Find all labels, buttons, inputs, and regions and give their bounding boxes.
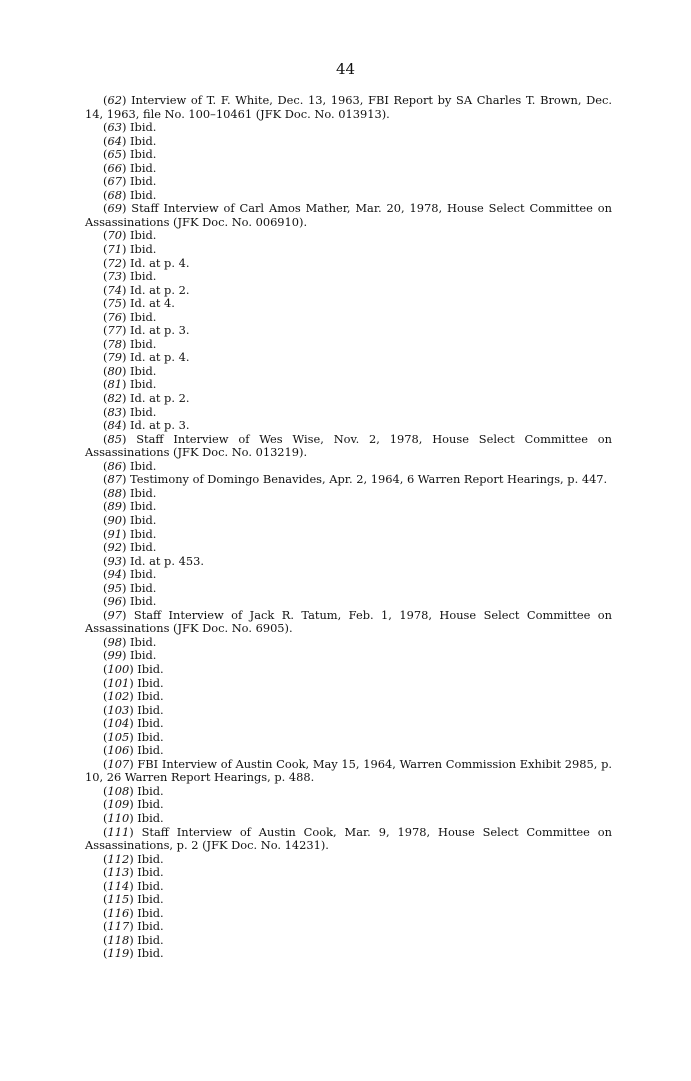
- footnote-paren: ): [121, 580, 131, 595]
- footnote-number: 109: [107, 797, 130, 812]
- footnote-paren: (: [103, 607, 108, 622]
- footnote-list: [85, 94, 612, 961]
- footnote-paren: (: [103, 296, 108, 311]
- footnote-entry: [85, 270, 612, 284]
- footnote-text: Ibid.: [137, 865, 164, 880]
- footnote-paren: ): [121, 512, 131, 527]
- footnote-paren: ): [121, 296, 131, 311]
- footnote-text: Ibid.: [137, 716, 164, 731]
- footnote-text: Ibid.: [130, 147, 157, 162]
- footnote-paren: (: [103, 228, 108, 243]
- footnote-entry: [85, 406, 612, 420]
- footnote-paren: (: [103, 336, 108, 351]
- footnote-entry: [85, 690, 612, 704]
- footnote-number: 83: [107, 404, 122, 419]
- footnote-text: Ibid.: [137, 729, 164, 744]
- footnote-text: Ibid.: [130, 634, 157, 649]
- footnote-text: Ibid.: [130, 228, 157, 243]
- footnote-paren: (: [103, 743, 108, 758]
- footnote-paren: (: [103, 242, 108, 257]
- footnote-entry: [85, 500, 612, 514]
- footnote-number: 102: [107, 689, 130, 704]
- footnote-paren: ): [121, 201, 132, 216]
- footnote-text: Ibid.: [137, 675, 164, 690]
- footnote-paren: (: [103, 797, 108, 812]
- footnote-paren: (: [103, 472, 108, 487]
- footnote-paren: (: [103, 377, 108, 392]
- footnote-text: Staff Interview of Austin Cook, Mar. 9, 1978, House Select Committee on Assassinations, p. 2 (JFK Doc. No. 14231).: [85, 824, 612, 853]
- footnote-paren: (: [103, 540, 108, 555]
- footnote-entry: [85, 636, 612, 650]
- footnote-paren: (: [103, 133, 108, 148]
- footnote-entry: [85, 826, 612, 853]
- footnote-text: Ibid.: [137, 783, 164, 798]
- footnote-entry: [85, 582, 612, 596]
- footnote-paren: ): [121, 431, 137, 446]
- footnote-entry: [85, 202, 612, 229]
- footnote-entry: [85, 812, 612, 826]
- footnote-number: 116: [107, 905, 130, 920]
- footnote-number: 103: [107, 702, 130, 717]
- footnote-paren: (: [103, 580, 108, 595]
- footnote-entry: [85, 460, 612, 474]
- footnote-text: Ibid.: [130, 580, 157, 595]
- footnote-paren: (: [103, 729, 108, 744]
- footnote-paren: ): [121, 228, 131, 243]
- footnote-number: 88: [107, 485, 122, 500]
- footnote-entry: [85, 934, 612, 948]
- footnote-entry: [85, 229, 612, 243]
- footnote-paren: (: [103, 661, 108, 676]
- footnote-number: 97: [107, 607, 122, 622]
- footnote-entry: [85, 148, 612, 162]
- footnote-entry: [85, 893, 612, 907]
- footnote-paren: (: [103, 160, 108, 175]
- footnote-text: FBI Interview of Austin Cook, May 15, 1964, Warren Commission Exhibit 2985, p. 10, 26 Warren Report Hearings, p. 488.: [85, 756, 612, 785]
- footnote-text: Ibid.: [130, 269, 157, 284]
- footnote-text: Ibid.: [130, 377, 157, 392]
- footnote-entry: [85, 311, 612, 325]
- footnote-number: 95: [107, 580, 122, 595]
- footnote-paren: (: [103, 147, 108, 162]
- footnote-paren: ): [121, 120, 131, 135]
- footnote-text: Ibid.: [130, 540, 157, 555]
- footnote-entry: [85, 433, 612, 460]
- footnote-paren: (: [103, 93, 108, 107]
- footnote-paren: ): [121, 336, 131, 351]
- footnote-number: 85: [107, 431, 122, 446]
- footnote-text: Ibid.: [130, 458, 157, 473]
- footnote-paren: ): [129, 824, 142, 839]
- footnote-number: 74: [107, 282, 122, 297]
- footnote-paren: ): [129, 810, 138, 825]
- footnote-number: 117: [107, 919, 130, 934]
- footnote-paren: ): [129, 756, 138, 771]
- footnote-entry: [85, 338, 612, 352]
- footnote-paren: ): [129, 783, 138, 798]
- footnote-text: Ibid.: [137, 661, 164, 676]
- footnote-entry: [85, 378, 612, 392]
- footnote-paren: (: [103, 485, 108, 500]
- footnote-text: Ibid.: [130, 174, 157, 189]
- footnote-text: Ibid.: [137, 689, 164, 704]
- footnote-entry: [85, 257, 612, 271]
- footnote-paren: (: [103, 648, 108, 663]
- footnote-paren: ): [121, 634, 131, 649]
- footnote-number: 98: [107, 634, 122, 649]
- footnote-entry: [85, 528, 612, 542]
- footnote-paren: (: [103, 391, 108, 406]
- footnote-entry: [85, 649, 612, 663]
- footnote-number: 119: [107, 946, 130, 961]
- footnote-paren: ): [121, 93, 132, 107]
- footnote-number: 87: [107, 472, 122, 487]
- footnote-text: Staff Interview of Wes Wise, Nov. 2, 1978, House Select Committee on Assassinations (JFK Doc. No. 013219).: [85, 431, 612, 460]
- footnote-paren: ): [129, 797, 138, 812]
- footnote-paren: ): [121, 472, 131, 487]
- footnote-entry: [85, 731, 612, 745]
- footnote-entry: [85, 162, 612, 176]
- footnote-paren: ): [121, 350, 131, 365]
- footnote-number: 114: [107, 878, 130, 893]
- footnote-text: Id. at p. 4.: [130, 255, 190, 270]
- footnote-text: Ibid.: [130, 567, 157, 582]
- footnote-paren: (: [103, 567, 108, 582]
- footnote-entry: [85, 351, 612, 365]
- footnote-number: 113: [107, 865, 130, 880]
- footnote-text: Ibid.: [137, 851, 164, 866]
- footnote-paren: ): [129, 675, 138, 690]
- footnote-entry: [85, 609, 612, 636]
- footnote-paren: ): [121, 242, 131, 257]
- footnote-number: 75: [107, 296, 122, 311]
- footnote-entry: [85, 473, 612, 487]
- footnote-paren: (: [103, 905, 108, 920]
- footnote-entry: [85, 189, 612, 203]
- footnote-text: Id. at p. 2.: [130, 391, 190, 406]
- footnote-paren: (: [103, 323, 108, 338]
- footnote-paren: ): [121, 363, 131, 378]
- footnote-paren: ): [121, 323, 131, 338]
- footnote-text: Ibid.: [130, 499, 157, 514]
- footnote-text: Ibid.: [137, 919, 164, 934]
- footnote-text: Ibid.: [137, 878, 164, 893]
- footnote-paren: (: [103, 878, 108, 893]
- footnote-entry: [85, 907, 612, 921]
- footnote-paren: (: [103, 553, 108, 568]
- footnote-paren: ): [121, 377, 131, 392]
- footnote-number: 70: [107, 228, 122, 243]
- footnote-number: 115: [107, 892, 130, 907]
- footnote-paren: (: [103, 499, 108, 514]
- footnote-entry: [85, 541, 612, 555]
- footnote-number: 79: [107, 350, 122, 365]
- footnote-number: 81: [107, 377, 122, 392]
- footnote-paren: (: [103, 932, 108, 947]
- footnote-number: 78: [107, 336, 122, 351]
- footnote-paren: ): [129, 702, 138, 717]
- footnote-paren: ): [121, 309, 131, 324]
- footnote-paren: (: [103, 418, 108, 433]
- footnote-number: 90: [107, 512, 122, 527]
- footnote-number: 65: [107, 147, 122, 162]
- footnote-number: 105: [107, 729, 130, 744]
- footnote-paren: (: [103, 716, 108, 731]
- footnote-paren: (: [103, 919, 108, 934]
- footnote-number: 110: [107, 810, 130, 825]
- footnote-paren: ): [129, 946, 138, 961]
- footnote-paren: ): [121, 187, 131, 202]
- footnote-entry: [85, 866, 612, 880]
- footnote-paren: ): [121, 458, 131, 473]
- footnote-entry: [85, 677, 612, 691]
- footnote-entry: [85, 487, 612, 501]
- footnote-text: Id. at p. 3.: [130, 418, 190, 433]
- footnote-number: 91: [107, 526, 122, 541]
- footnote-number: 72: [107, 255, 122, 270]
- footnote-number: 106: [107, 743, 130, 758]
- footnote-text: Ibid.: [130, 526, 157, 541]
- footnote-text: Ibid.: [130, 160, 157, 175]
- footnote-number: 69: [107, 201, 122, 216]
- footnote-entry: [85, 663, 612, 677]
- footnote-entry: [85, 121, 612, 135]
- footnote-entry: [85, 514, 612, 528]
- footnote-paren: ): [129, 743, 138, 758]
- footnote-number: 94: [107, 567, 122, 582]
- footnote-text: Ibid.: [130, 485, 157, 500]
- footnote-paren: ): [129, 865, 138, 880]
- footnote-paren: (: [103, 255, 108, 270]
- footnote-paren: ): [121, 255, 131, 270]
- footnote-number: 99: [107, 648, 122, 663]
- footnote-number: 77: [107, 323, 122, 338]
- footnote-paren: ): [121, 133, 131, 148]
- footnote-paren: ): [129, 729, 138, 744]
- footnote-paren: ): [121, 404, 131, 419]
- footnote-paren: (: [103, 810, 108, 825]
- footnote-paren: ): [121, 418, 131, 433]
- footnote-paren: (: [103, 675, 108, 690]
- footnote-text: Ibid.: [130, 309, 157, 324]
- footnote-paren: ): [129, 661, 138, 676]
- footnote-text: Ibid.: [137, 810, 164, 825]
- footnote-entry: [85, 243, 612, 257]
- footnote-paren: ): [121, 160, 131, 175]
- footnote-paren: ): [121, 607, 134, 622]
- footnote-entry: [85, 920, 612, 934]
- footnote-number: 62: [107, 93, 122, 107]
- footnote-text: Id. at p. 2.: [130, 282, 190, 297]
- footnote-paren: (: [103, 689, 108, 704]
- footnote-paren: ): [121, 526, 131, 541]
- footnote-paren: (: [103, 756, 108, 771]
- page-number: 44: [335, 60, 356, 78]
- footnote-entry: [85, 704, 612, 718]
- footnote-entry: [85, 419, 612, 433]
- footnote-paren: ): [121, 594, 131, 609]
- footnote-number: 64: [107, 133, 122, 148]
- footnote-number: 107: [107, 756, 130, 771]
- footnote-entry: [85, 744, 612, 758]
- footnote-paren: (: [103, 174, 108, 189]
- footnote-number: 112: [107, 851, 130, 866]
- footnote-paren: (: [103, 309, 108, 324]
- footnote-text: Ibid.: [130, 187, 157, 202]
- footnote-number: 71: [107, 242, 122, 257]
- footnote-paren: ): [121, 540, 131, 555]
- footnote-paren: (: [103, 892, 108, 907]
- footnote-entry: [85, 880, 612, 894]
- footnote-entry: [85, 555, 612, 569]
- footnote-paren: ): [129, 919, 138, 934]
- footnote-number: 89: [107, 499, 122, 514]
- footnote-text: Ibid.: [137, 797, 164, 812]
- footnote-entry: [85, 785, 612, 799]
- footnote-paren: ): [121, 648, 131, 663]
- footnote-text: Ibid.: [130, 594, 157, 609]
- footnote-text: Id. at 4.: [130, 296, 175, 311]
- footnote-text: Id. at p. 4.: [130, 350, 190, 365]
- footnote-number: 93: [107, 553, 122, 568]
- footnote-number: 96: [107, 594, 122, 609]
- footnote-paren: ): [129, 851, 138, 866]
- footnote-entry: [85, 947, 612, 961]
- footnote-entry: [85, 135, 612, 149]
- footnote-text: Ibid.: [137, 743, 164, 758]
- footnote-paren: (: [103, 363, 108, 378]
- footnote-text: Ibid.: [137, 892, 164, 907]
- footnote-paren: (: [103, 120, 108, 135]
- footnote-text: Ibid.: [130, 363, 157, 378]
- footnote-paren: ): [121, 499, 131, 514]
- footnote-entry: [85, 568, 612, 582]
- footnote-number: 86: [107, 458, 122, 473]
- footnote-entry: [85, 297, 612, 311]
- footnote-text: Ibid.: [137, 932, 164, 947]
- footnote-paren: (: [103, 526, 108, 541]
- footnote-entry: [85, 284, 612, 298]
- footnote-number: 104: [107, 716, 130, 731]
- footnote-paren: (: [103, 851, 108, 866]
- footnote-number: 82: [107, 391, 122, 406]
- footnote-entry: [85, 94, 612, 121]
- footnote-entry: [85, 175, 612, 189]
- footnote-number: 67: [107, 174, 122, 189]
- footnote-text: Ibid.: [137, 905, 164, 920]
- footnote-number: 73: [107, 269, 122, 284]
- footnote-paren: (: [103, 431, 108, 446]
- footnote-text: Ibid.: [130, 648, 157, 663]
- footnote-text: Ibid.: [130, 336, 157, 351]
- footnote-paren: ): [121, 147, 131, 162]
- footnote-number: 101: [107, 675, 130, 690]
- footnote-text: Ibid.: [130, 133, 157, 148]
- footnote-entry: [85, 853, 612, 867]
- footnote-entry: [85, 324, 612, 338]
- footnote-paren: ): [129, 689, 138, 704]
- footnote-text: Interview of T. F. White, Dec. 13, 1963, FBI Report by SA Charles T. Brown, Dec. 14, 1963, file No. 100–10461 (JFK Doc. No. 013913).: [85, 93, 612, 121]
- footnote-paren: ): [121, 269, 131, 284]
- footnote-entry: [85, 392, 612, 406]
- footnote-text: Ibid.: [130, 512, 157, 527]
- footnote-paren: ): [129, 716, 138, 731]
- footnote-text: Id. at p. 453.: [130, 553, 204, 568]
- footnote-entry: [85, 595, 612, 609]
- footnote-paren: (: [103, 201, 108, 216]
- footnote-paren: (: [103, 824, 108, 839]
- footnote-text: Id. at p. 3.: [130, 323, 190, 338]
- footnote-paren: (: [103, 783, 108, 798]
- footnote-paren: (: [103, 594, 108, 609]
- footnote-paren: (: [103, 865, 108, 880]
- footnote-entry: [85, 798, 612, 812]
- footnote-text: Staff Interview of Jack R. Tatum, Feb. 1, 1978, House Select Committee on Assassinations (JFK Doc. No. 6905).: [85, 607, 612, 636]
- footnote-entry: [85, 717, 612, 731]
- footnote-number: 100: [107, 661, 130, 676]
- footnote-number: 66: [107, 160, 122, 175]
- footnote-paren: ): [121, 485, 131, 500]
- footnote-paren: (: [103, 350, 108, 365]
- footnote-paren: (: [103, 269, 108, 284]
- footnote-text: Ibid.: [137, 702, 164, 717]
- footnote-entry: [85, 365, 612, 379]
- footnote-paren: ): [129, 878, 138, 893]
- footnote-paren: (: [103, 512, 108, 527]
- footnote-paren: ): [121, 391, 131, 406]
- footnote-paren: ): [121, 174, 131, 189]
- footnote-entry: [85, 758, 612, 785]
- footnote-paren: ): [129, 905, 138, 920]
- footnote-paren: ): [121, 553, 131, 568]
- footnote-number: 68: [107, 187, 122, 202]
- footnote-paren: (: [103, 702, 108, 717]
- footnote-number: 108: [107, 783, 130, 798]
- footnote-text: Ibid.: [137, 946, 164, 961]
- footnote-text: Ibid.: [130, 404, 157, 419]
- footnote-paren: ): [129, 892, 138, 907]
- footnote-number: 84: [107, 418, 122, 433]
- footnote-paren: ): [121, 282, 131, 297]
- footnote-text: Testimony of Domingo Benavides, Apr. 2, 1964, 6 Warren Report Hearings, p. 447.: [130, 472, 608, 487]
- footnote-number: 76: [107, 309, 122, 324]
- footnote-paren: (: [103, 187, 108, 202]
- footnote-number: 92: [107, 540, 122, 555]
- footnote-paren: (: [103, 634, 108, 649]
- footnote-number: 80: [107, 363, 122, 378]
- footnote-number: 111: [107, 824, 130, 839]
- footnote-paren: ): [121, 567, 131, 582]
- footnote-paren: (: [103, 458, 108, 473]
- footnote-paren: (: [103, 404, 108, 419]
- footnote-text: Ibid.: [130, 242, 157, 257]
- footnote-text: Ibid.: [130, 120, 157, 135]
- footnote-paren: (: [103, 946, 108, 961]
- footnote-number: 118: [107, 932, 130, 947]
- footnote-number: 63: [107, 120, 122, 135]
- footnote-paren: ): [129, 932, 138, 947]
- footnote-paren: (: [103, 282, 108, 297]
- footnote-text: Staff Interview of Carl Amos Mather, Mar. 20, 1978, House Select Committee on Assassinations (JFK Doc. No. 006910).: [85, 201, 612, 229]
